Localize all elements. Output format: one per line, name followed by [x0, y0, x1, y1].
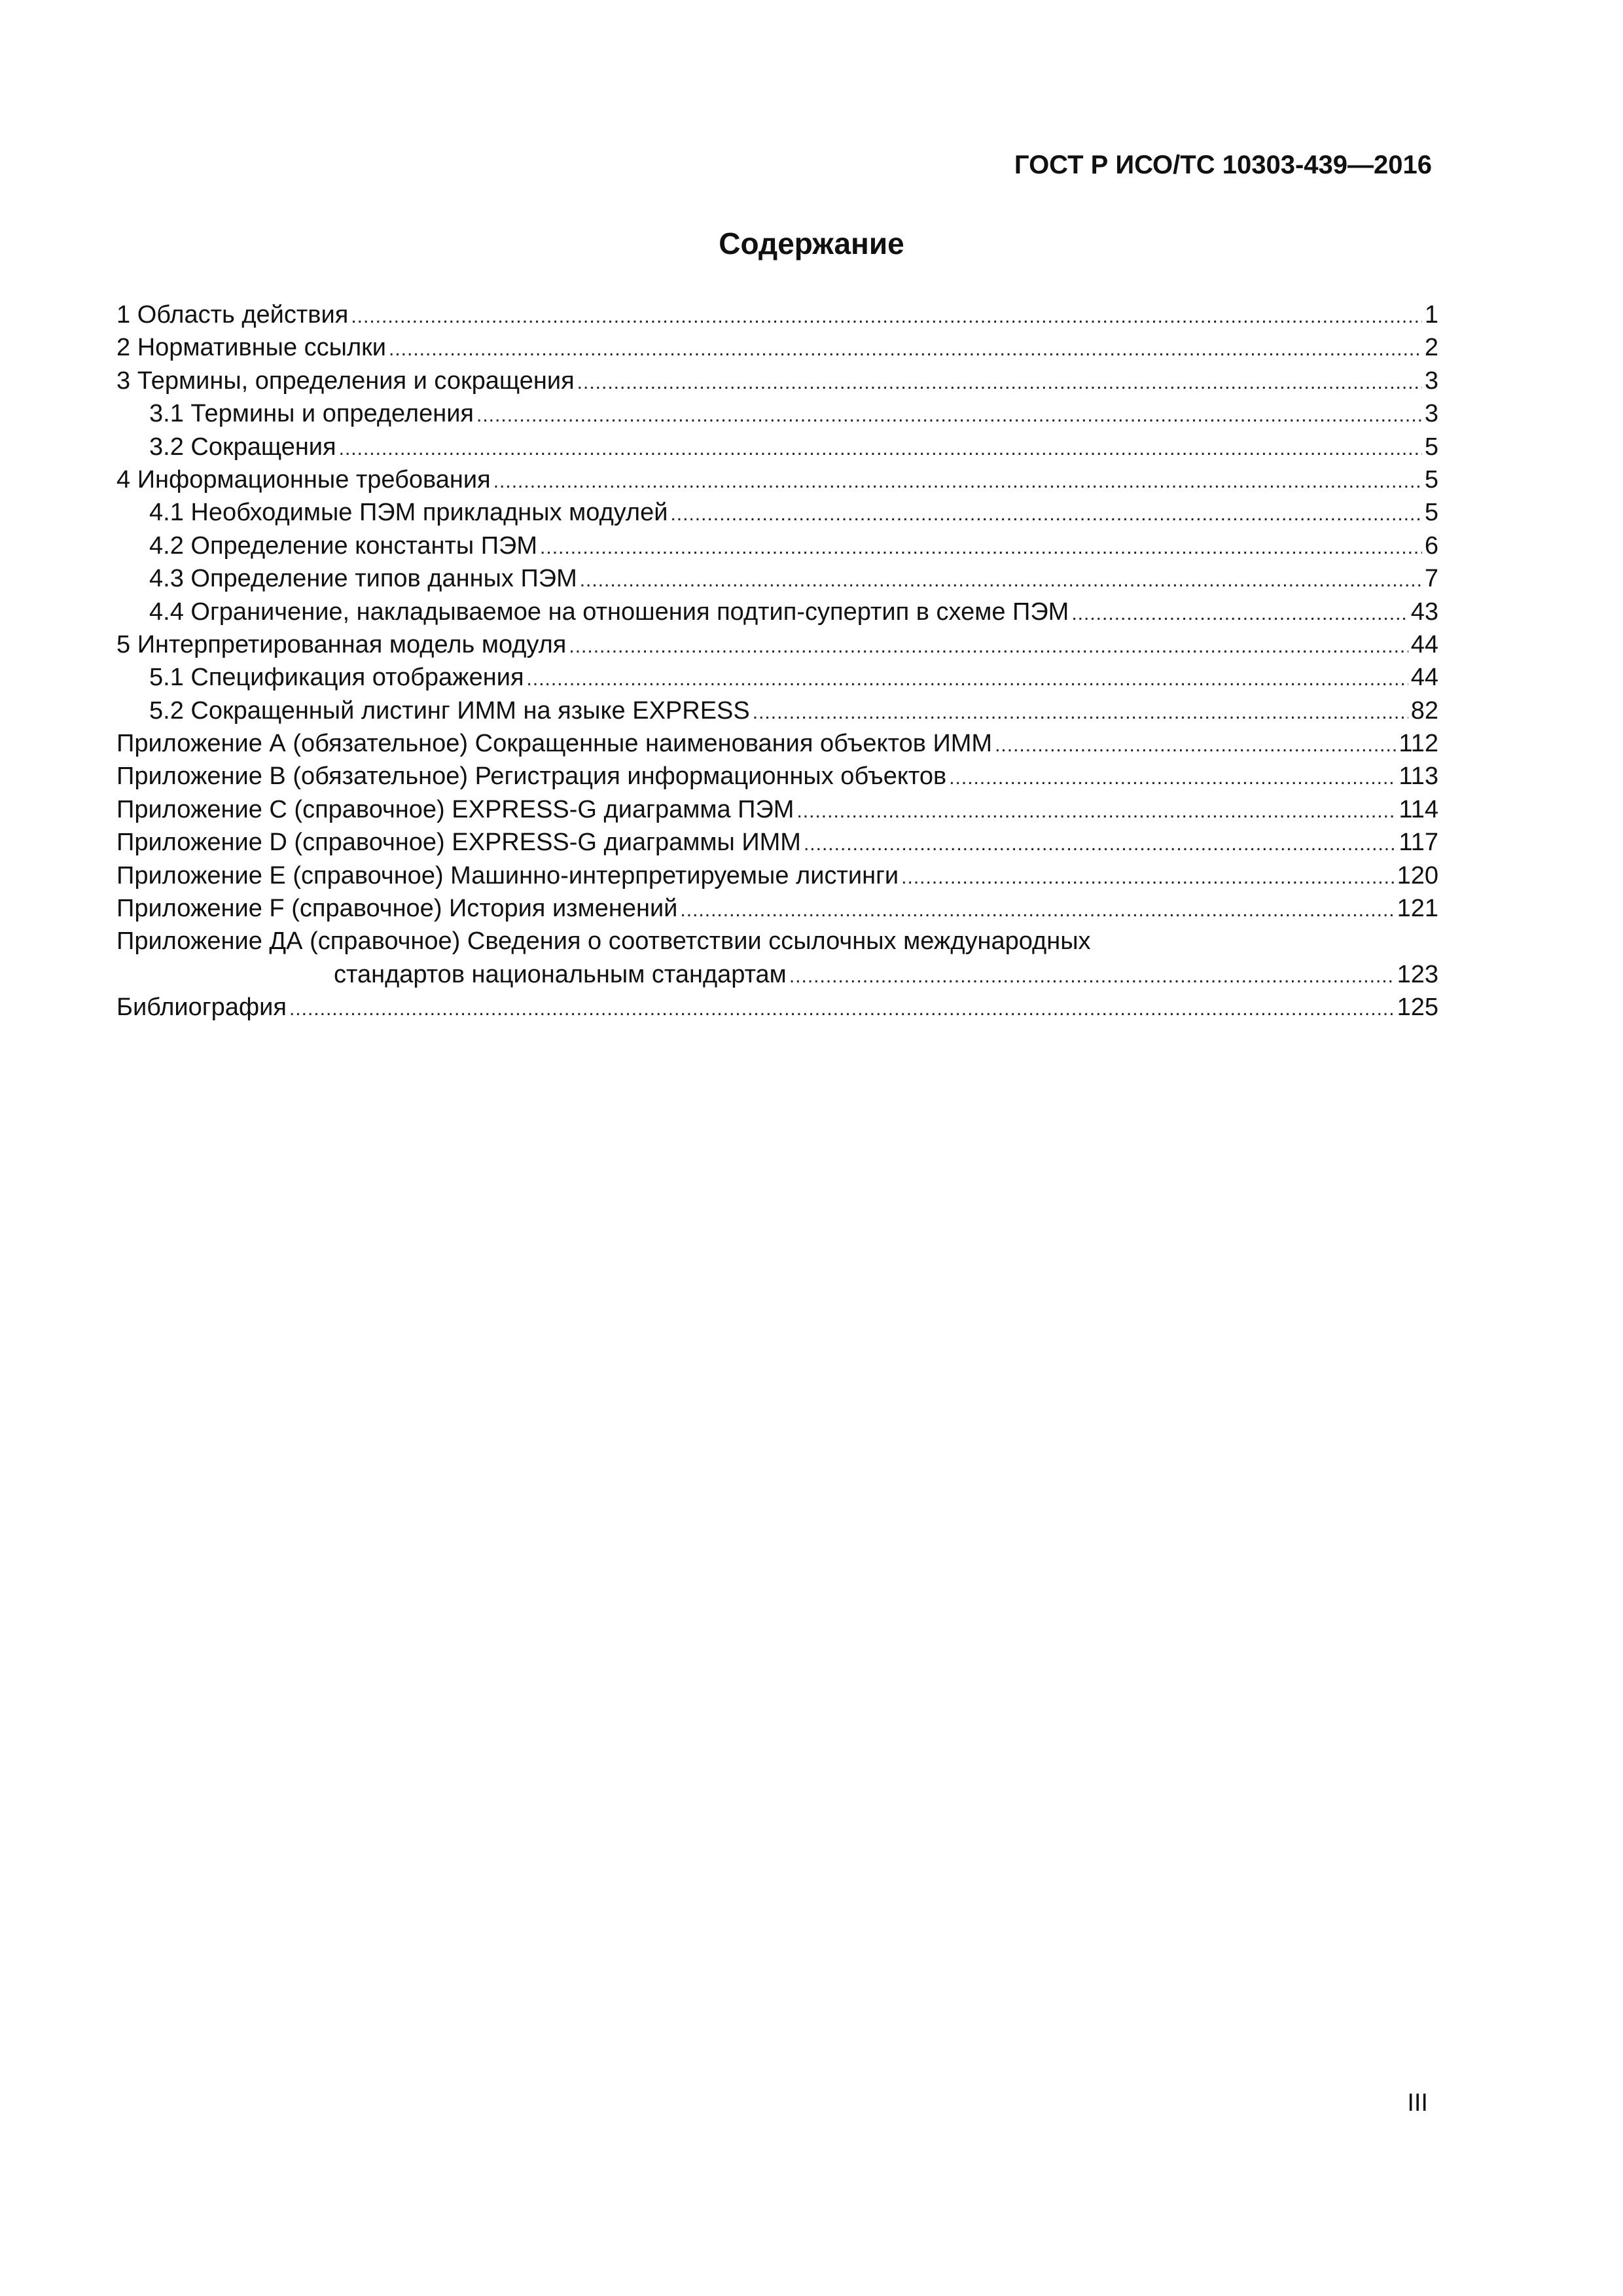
- toc-leader-dots: [389, 333, 1422, 366]
- toc-entry-continuation[interactable]: [116, 958, 1438, 991]
- toc-entry-page: 82: [1410, 696, 1438, 725]
- toc-entry-label: 1 Область действия: [116, 301, 349, 329]
- toc-leader-dots: [339, 433, 1422, 465]
- toc-leader-dots: [680, 894, 1394, 927]
- toc-entry[interactable]: [116, 694, 1438, 727]
- toc-leader-dots: [289, 993, 1395, 1026]
- toc-entry-page: 114: [1399, 795, 1438, 823]
- toc-leader-dots: [493, 465, 1422, 498]
- toc-entry[interactable]: [116, 298, 1438, 331]
- toc-entry[interactable]: [116, 397, 1438, 430]
- toc-entry-label: Приложение С (справочное) EXPRESS-G диаграмма ПЭМ: [116, 795, 794, 823]
- document-code: ГОСТ Р ИСО/ТС 10303-439—2016: [1014, 151, 1432, 179]
- toc-entry-label: 2 Нормативные ссылки: [116, 334, 386, 362]
- toc-entry-page: 43: [1410, 598, 1438, 626]
- toc-entry-label: 5.2 Сокращенный листинг ИММ на языке EXPRESS: [149, 696, 750, 725]
- toc-entry[interactable]: [116, 925, 1438, 958]
- toc-entry-label: 4.3 Определение типов данных ПЭМ: [149, 565, 577, 593]
- toc-entry-page: 3: [1424, 367, 1438, 395]
- toc-leader-dots: [569, 630, 1408, 663]
- toc-leader-dots: [1071, 598, 1408, 630]
- toc-entry-label: 4.2 Определение константы ПЭМ: [149, 531, 538, 560]
- toc-entry-label: 4.4 Ограничение, накладываемое на отношения подтип-супертип в схеме ПЭМ: [149, 598, 1069, 626]
- toc-entry[interactable]: [116, 661, 1438, 694]
- toc-entry-page: 44: [1410, 630, 1438, 658]
- toc-entry-page: 44: [1410, 664, 1438, 692]
- toc-entry[interactable]: [116, 826, 1438, 859]
- toc-entry[interactable]: [116, 760, 1438, 793]
- toc-entry-label: 4.1 Необходимые ПЭМ прикладных модулей: [149, 499, 668, 527]
- toc-entry-page: 112: [1399, 730, 1438, 758]
- toc-entry[interactable]: [116, 496, 1438, 529]
- toc-entry-page: 5: [1424, 433, 1438, 461]
- toc-entry-label: 3.1 Термины и определения: [149, 400, 474, 428]
- toc-leader-dots: [670, 498, 1421, 531]
- toc-leader-dots: [580, 564, 1422, 597]
- toc-entry-page: 7: [1424, 565, 1438, 593]
- toc-entry[interactable]: [116, 562, 1438, 595]
- toc-leader-dots: [789, 960, 1395, 993]
- toc-entry-page: 6: [1424, 531, 1438, 560]
- toc-leader-dots: [804, 828, 1396, 861]
- toc-entry-page: 123: [1397, 960, 1438, 988]
- toc-entry-label: Приложение F (справочное) История изменений: [116, 895, 678, 923]
- toc-entry[interactable]: [116, 431, 1438, 463]
- toc-leader-dots: [901, 861, 1394, 894]
- toc-entry-label: 4 Информационные требования: [116, 465, 491, 493]
- toc-entry-label: Приложение D (справочное) EXPRESS-G диаграммы ИММ: [116, 829, 801, 857]
- toc-entry[interactable]: [116, 991, 1438, 1024]
- toc-title: Содержание: [719, 226, 904, 260]
- toc-entry-label: 3 Термины, определения и сокращения: [116, 367, 575, 395]
- toc-entry[interactable]: [116, 793, 1438, 826]
- toc-entry-label: стандартов национальным стандартам: [334, 960, 787, 988]
- toc-entry-page: 1: [1424, 301, 1438, 329]
- toc-entry-label: Приложение Е (справочное) Машинно-интерпретируемые листинги: [116, 861, 899, 889]
- toc-entry-page: 2: [1424, 334, 1438, 362]
- toc-leader-dots: [753, 696, 1408, 729]
- toc-leader-dots: [796, 795, 1396, 828]
- toc-leader-dots: [949, 762, 1396, 795]
- toc-entry[interactable]: [116, 529, 1438, 562]
- toc-entry-label: 3.2 Сокращения: [149, 433, 336, 461]
- toc-entry-label: 5.1 Спецификация отображения: [149, 664, 524, 692]
- toc-entry[interactable]: [116, 628, 1438, 661]
- toc-entry-page: 5: [1424, 465, 1438, 493]
- toc-entry-label: 5 Интерпретированная модель модуля: [116, 630, 567, 658]
- toc-entry[interactable]: [116, 727, 1438, 760]
- toc-entry-page: 5: [1424, 499, 1438, 527]
- toc-entry-label: Приложение В (обязательное) Регистрация информационных объектов: [116, 762, 947, 791]
- toc-entry-label: Приложение ДА (справочное) Сведения о соответствии ссылочных международных: [116, 927, 1091, 956]
- toc-entry[interactable]: [116, 463, 1438, 496]
- toc-entry[interactable]: [116, 892, 1438, 925]
- toc-entry[interactable]: [116, 596, 1438, 628]
- toc-entry[interactable]: [116, 365, 1438, 397]
- toc-leader-dots: [476, 399, 1422, 432]
- toc-entry-label: Приложение А (обязательное) Сокращенные наименования объектов ИММ: [116, 730, 993, 758]
- toc-entry[interactable]: [116, 331, 1438, 364]
- page-number: III: [1407, 2089, 1428, 2117]
- toc-entry-page: 120: [1397, 861, 1438, 889]
- toc-leader-dots: [527, 663, 1408, 696]
- toc-entry-page: 113: [1399, 762, 1438, 791]
- toc-entry[interactable]: [116, 859, 1438, 892]
- toc-entry-page: 117: [1399, 829, 1438, 857]
- toc-leader-dots: [540, 531, 1422, 564]
- toc-leader-dots: [577, 367, 1422, 399]
- toc-entry-label: Библиография: [116, 994, 287, 1022]
- table-of-contents: [116, 298, 1438, 1024]
- toc-leader-dots: [351, 300, 1422, 333]
- toc-entry-page: 125: [1397, 994, 1438, 1022]
- toc-entry-page: 3: [1424, 400, 1438, 428]
- toc-entry-page: 121: [1397, 895, 1438, 923]
- toc-leader-dots: [995, 729, 1396, 762]
